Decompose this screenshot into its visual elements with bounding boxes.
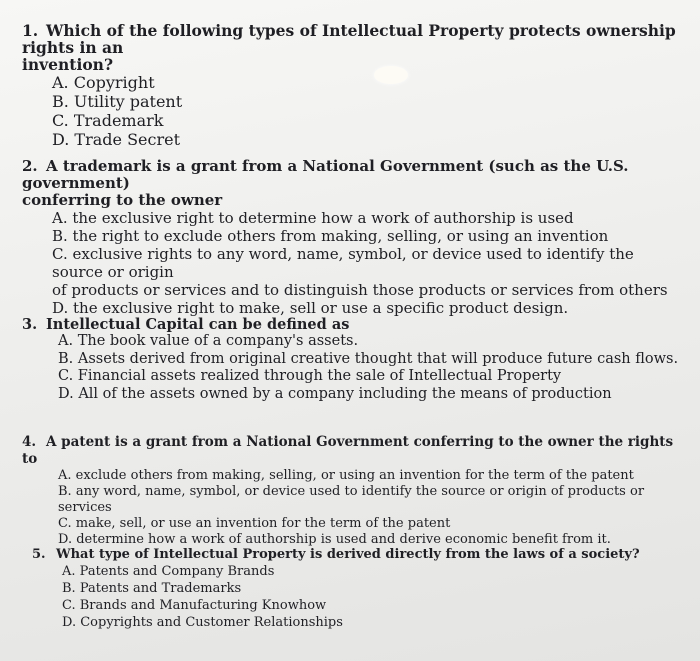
question-3 — [22, 316, 682, 403]
question-5-stem — [22, 546, 682, 563]
question-3-option-b: B. Assets derived from original creative thought that will produce future cash flows. — [58, 350, 679, 367]
question-1-option-d: D. Trade Secret — [52, 130, 181, 149]
question-5-option-c: C. Brands and Manufacturing Knowhow — [62, 598, 327, 613]
question-4-option-b: B. any word, name, symbol, or device used to identify the source or origin of products or — [58, 484, 645, 499]
question-4-option-c: C. make, sell, or use an invention for the term of the patent — [58, 516, 451, 531]
question-1-option-c: C. Trademark — [52, 111, 164, 130]
question-1-stem-line1: Which of the following types of Intellectual Property protects ownership rights in an — [22, 21, 676, 57]
question-4-number: 4. — [22, 434, 37, 450]
question-3-option-a: A. The book value of a company's assets. — [58, 333, 359, 349]
question-2-stem-line2: conferring to the owner — [22, 191, 223, 209]
question-1-stem-line2: invention? — [22, 55, 114, 74]
question-3-option-d: D. All of the assets owned by a company including the means of production — [58, 385, 612, 402]
question-1 — [22, 22, 682, 149]
question-4-stem-line1: A patent is a grant from a National Government conferring to the owner the rights to — [22, 434, 674, 467]
glare-spot — [374, 66, 408, 84]
question-5-option-b: B. Patents and Trademarks — [62, 581, 242, 596]
question-3-option-c: C. Financial assets realized through the sale of Intellectual Property — [58, 368, 562, 384]
question-3-stem — [22, 316, 682, 333]
question-2-stem-line1: A trademark is a grant from a National Government (such as the U.S. government) — [22, 157, 629, 192]
question-4-option-d: D. determine how a work of authorship is used and derive economic benefit from it. — [58, 532, 611, 547]
question-1-number: 1. — [22, 21, 39, 40]
question-2 — [22, 158, 682, 317]
question-4-option-a: A. exclude others from making, selling, or using an invention for the term of the patent — [58, 468, 634, 483]
question-2-number: 2. — [22, 157, 38, 175]
question-2-option-b: B. the right to exclude others from making, selling, or using an invention — [52, 227, 609, 245]
question-3-number: 3. — [22, 316, 38, 333]
question-4-option-b-cont: services — [58, 500, 112, 515]
question-5-option-d: D. Copyrights and Customer Relationships — [62, 615, 343, 630]
question-2-option-c-cont: of products or services and to distinguish those products or services from others — [52, 281, 668, 299]
question-3-stem-line1: Intellectual Capital can be defined as — [46, 316, 350, 333]
question-2-option-c: C. exclusive rights to any word, name, symbol, or device used to identify the source or origin — [52, 245, 634, 281]
question-1-option-a: A. Copyright — [52, 73, 155, 92]
question-2-option-a: A. the exclusive right to determine how a work of authorship is used — [52, 209, 574, 227]
question-5-number: 5. — [32, 547, 46, 562]
question-5-stem-line1: What type of Intellectual Property is derived directly from the laws of a society? — [56, 547, 640, 562]
question-4 — [22, 434, 682, 548]
question-2-option-d: D. the exclusive right to make, sell or use a specific product design. — [52, 299, 569, 317]
question-1-stem — [22, 22, 682, 56]
question-1-option-b: B. Utility patent — [52, 92, 183, 111]
question-5-option-a: A. Patents and Company Brands — [62, 564, 275, 579]
question-4-stem — [22, 434, 682, 468]
question-5 — [22, 546, 682, 631]
question-2-stem — [22, 158, 682, 192]
